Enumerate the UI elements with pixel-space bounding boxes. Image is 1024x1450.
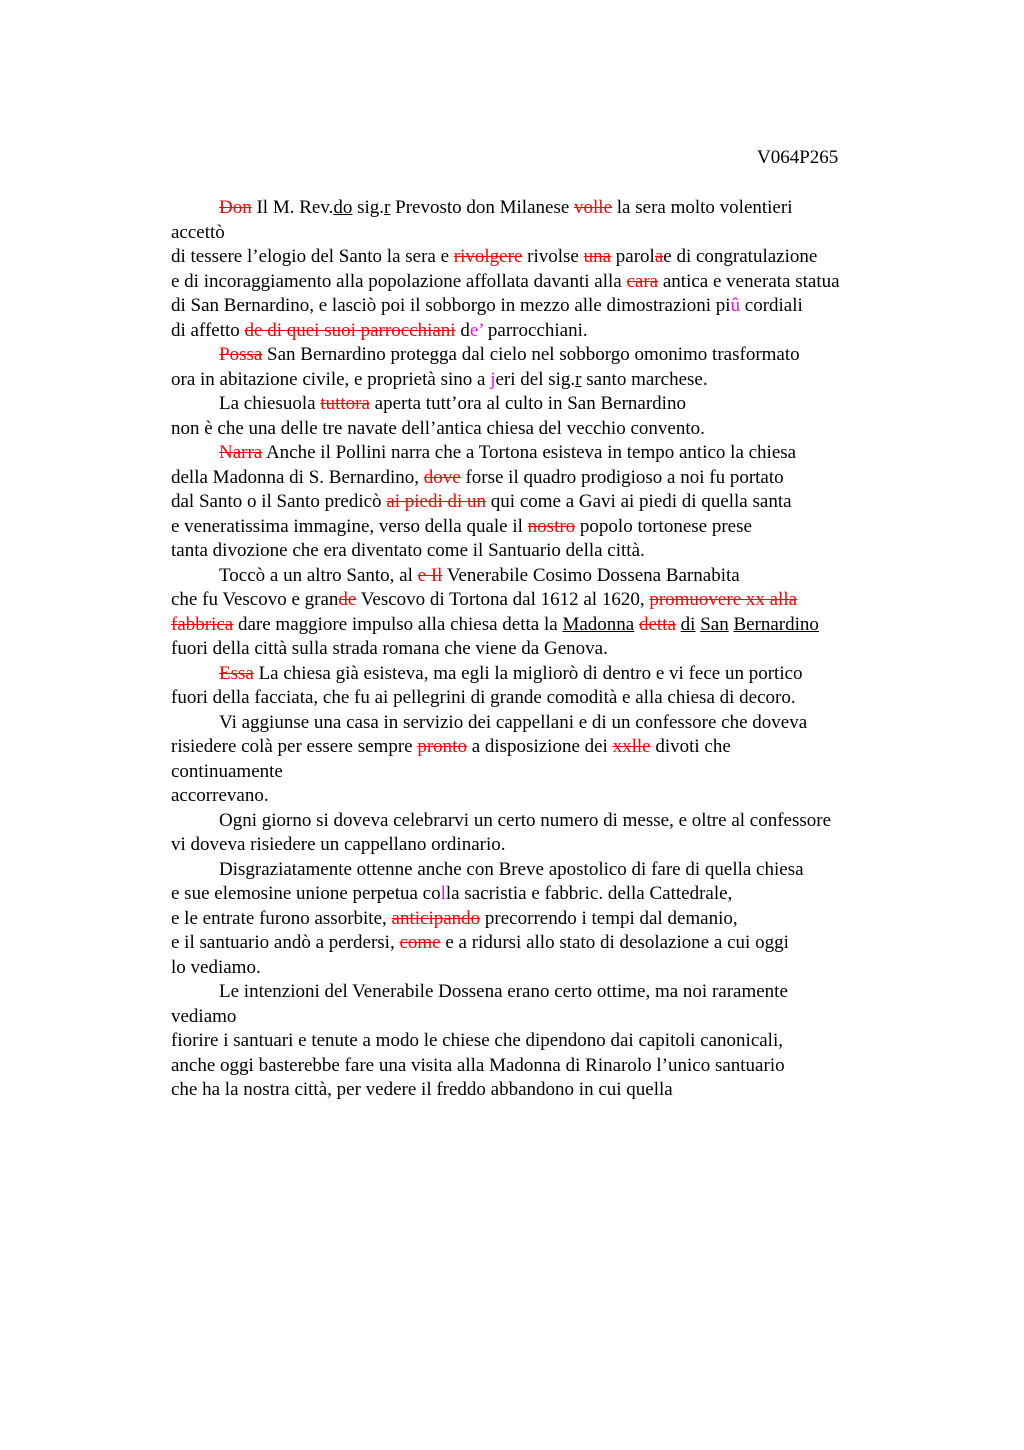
text-segment: La chiesa già esisteva, ma egli la migliorò di dentro e vi fece un portico <box>253 662 803 684</box>
text-segment: dal Santo o il Santo predicò <box>171 491 387 512</box>
text-segment: di tessere l’elogio del Santo la sera e <box>171 246 454 267</box>
deleted-text: cara <box>626 270 659 292</box>
text-line <box>171 760 911 785</box>
deleted-text: de <box>338 589 357 610</box>
text-segment: parrocchiani. <box>483 319 588 341</box>
text-segment: La chiesuola <box>219 393 321 414</box>
text-segment: che fu Vescovo e gran <box>171 589 339 610</box>
text-segment: lo vediamo. <box>171 956 261 978</box>
text-segment: continuamente <box>171 760 283 782</box>
deleted-text: detta <box>638 613 676 635</box>
text-line <box>171 392 911 417</box>
deleted-text: pronto <box>417 736 467 757</box>
deleted-text: de di quei suoi parrocchiani <box>244 319 456 341</box>
text-segment: Ogni giorno si doveva celebrarvi un certo numero di messe, e oltre al confessore <box>219 809 832 831</box>
text-segment: e sue elemosine unione perpetua co <box>171 883 441 904</box>
text-segment: tanta divozione che era diventato come il Santuario della città. <box>171 540 645 561</box>
text-line <box>171 319 911 344</box>
text-segment: dare maggiore impulso alla chiesa detta la <box>233 613 563 635</box>
text-segment: d <box>455 319 470 341</box>
text-line <box>171 1054 911 1079</box>
text-segment: e veneratissima immagine, verso della quale il <box>171 515 528 537</box>
text-line <box>171 539 911 564</box>
text-segment: e di incoraggiamento alla popolazione affollata davanti alla <box>171 270 627 292</box>
text-segment: rivolse <box>522 246 584 267</box>
text-segment: Prevosto don Milanese <box>390 197 575 218</box>
deleted-text: Narra <box>219 442 263 463</box>
deleted-text: Possa <box>219 344 263 365</box>
text-line <box>171 221 911 246</box>
text-segment: Il M. Rev. <box>251 197 334 218</box>
text-segment: Vescovo di Tortona dal 1612 al 1620, <box>356 589 650 610</box>
text-line <box>171 490 911 515</box>
deleted-text: promuovere xx alla <box>649 589 798 610</box>
text-line <box>171 858 911 883</box>
text-segment: risiedere colà per essere sempre <box>171 736 418 757</box>
deleted-text: come <box>399 932 441 953</box>
text-segment: precorrendo i tempi dal demanio, <box>480 907 738 929</box>
text-segment: la sera molto volentieri <box>612 197 793 218</box>
underlined-text: r <box>384 197 391 218</box>
text-segment: Le intenzioni del Venerabile Dossena erano certo ottime, ma noi raramente <box>219 981 788 1002</box>
text-line <box>171 270 911 295</box>
text-segment: della Madonna di S. Bernardino, <box>171 466 424 488</box>
text-segment: antica e venerata statua <box>658 270 840 292</box>
text-line <box>171 1005 911 1030</box>
text-line <box>171 956 911 981</box>
deleted-text: ai piedi di un <box>386 491 487 512</box>
text-line <box>171 980 911 1005</box>
text-segment: forse il quadro prodigioso a noi fu portato <box>460 466 784 488</box>
text-segment: popolo tortonese prese <box>575 515 752 537</box>
deleted-text: una <box>583 246 612 267</box>
text-line <box>171 907 911 932</box>
inserted-text: û <box>730 295 741 316</box>
text-segment: la sacristia e fabbric. della Cattedrale, <box>445 883 733 904</box>
page-code: V064P265 <box>757 147 839 168</box>
text-segment: fiorire i santuari e tenute a modo le chiese che dipendono dai capitoli canonicali, <box>171 1030 783 1051</box>
text-segment: Anche il Pollini narra che a Tortona esisteva in tempo antico la chiesa <box>262 442 797 463</box>
text-line <box>171 735 911 760</box>
text-segment: vi doveva risiedere un cappellano ordinario. <box>171 834 506 855</box>
text-segment: e a ridursi allo stato di desolazione a cui oggi <box>440 932 789 953</box>
text-segment: parol <box>611 246 655 267</box>
deleted-text: fabbrica <box>171 613 234 635</box>
underlined-text: Bernardino <box>733 613 819 635</box>
text-segment: santo marchese. <box>581 368 708 390</box>
text-line <box>171 833 911 858</box>
text-segment: sig. <box>352 197 385 218</box>
text-segment: Venerabile Cosimo Dossena Barnabita <box>442 564 740 586</box>
underlined-text: do <box>333 197 353 218</box>
text-line <box>171 417 911 442</box>
inserted-text: j <box>490 368 496 390</box>
text-line <box>171 368 911 393</box>
text-line <box>171 1029 911 1054</box>
text-segment: anche oggi basterebbe fare una visita alla Madonna di Rinarolo l’unico santuario <box>171 1054 785 1076</box>
deleted-text: dove <box>423 466 461 488</box>
text-line <box>171 784 911 809</box>
text-line <box>171 637 911 662</box>
underlined-text: r <box>575 368 582 390</box>
underlined-text: San <box>700 613 729 635</box>
text-segment: eri del sig. <box>495 368 576 390</box>
text-line <box>171 564 911 589</box>
text-segment: e di congratulazione <box>663 246 818 267</box>
text-line <box>171 588 911 613</box>
text-segment: cordiali <box>740 295 803 316</box>
text-segment: fuori della città sulla strada romana che viene da Genova. <box>171 638 608 659</box>
text-line <box>171 466 911 491</box>
underlined-text: Madonna <box>562 613 635 635</box>
text-line <box>171 441 911 466</box>
text-segment: a disposizione dei <box>466 736 613 757</box>
text-line <box>171 515 911 540</box>
text-segment: divoti che <box>650 736 731 757</box>
inserted-text: l <box>440 883 446 904</box>
text-line <box>171 343 911 368</box>
deleted-text: Don <box>219 197 252 218</box>
text-line <box>171 294 911 319</box>
text-line <box>171 245 911 270</box>
deleted-text: anticipando <box>391 907 481 929</box>
deleted-text: e Il <box>417 564 443 586</box>
text-line <box>171 882 911 907</box>
text-segment: di affetto <box>171 319 245 341</box>
text-segment: ora in abitazione civile, e proprietà sino a <box>171 368 491 390</box>
deleted-text: a <box>654 246 664 267</box>
text-segment: accorrevano. <box>171 785 269 806</box>
text-segment: e le entrate furono assorbite, <box>171 907 392 929</box>
text-line <box>171 613 911 638</box>
text-segment: qui come a Gavi ai piedi di quella santa <box>486 491 792 512</box>
deleted-text: volle <box>574 197 613 218</box>
deleted-text: xxlle <box>612 736 651 757</box>
underlined-text: di <box>680 613 696 635</box>
deleted-text: tuttora <box>320 393 370 414</box>
text-segment: aperta tutt’ora al culto in San Bernardino <box>369 393 686 414</box>
text-line <box>171 809 911 834</box>
text-line <box>171 686 911 711</box>
text-line <box>171 196 911 221</box>
text-line <box>171 662 911 687</box>
transcription-body <box>171 196 911 1103</box>
text-line <box>171 931 911 956</box>
text-segment: accettò <box>171 221 225 243</box>
text-segment: di San Bernardino, e lasciò poi il sobborgo in mezzo alle dimostrazioni pi <box>171 295 731 316</box>
text-segment: e il santuario andò a perdersi, <box>171 932 400 953</box>
text-line <box>171 1078 911 1103</box>
deleted-text: nostro <box>527 515 576 537</box>
text-segment: non è che una delle tre navate dell’antica chiesa del vecchio convento. <box>171 417 705 439</box>
text-segment: vediamo <box>171 1005 237 1027</box>
text-segment: Toccò a un altro Santo, al <box>219 564 418 586</box>
deleted-text: Essa <box>219 662 254 684</box>
text-segment: Vi aggiunse una casa in servizio dei cappellani e di un confessore che doveva <box>219 711 808 733</box>
text-segment: San Bernardino protegga dal cielo nel sobborgo omonimo trasformato <box>262 344 800 365</box>
text-segment: fuori della facciata, che fu ai pellegrini di grande comodità e alla chiesa di decoro. <box>171 687 796 708</box>
inserted-text: e’ <box>469 319 484 341</box>
text-line <box>171 711 911 736</box>
text-segment: Disgraziatamente ottenne anche con Breve apostolico di fare di quella chiesa <box>219 858 804 880</box>
text-segment: che ha la nostra città, per vedere il freddo abbandono in cui quella <box>171 1079 673 1100</box>
deleted-text: rivolgere <box>453 246 523 267</box>
